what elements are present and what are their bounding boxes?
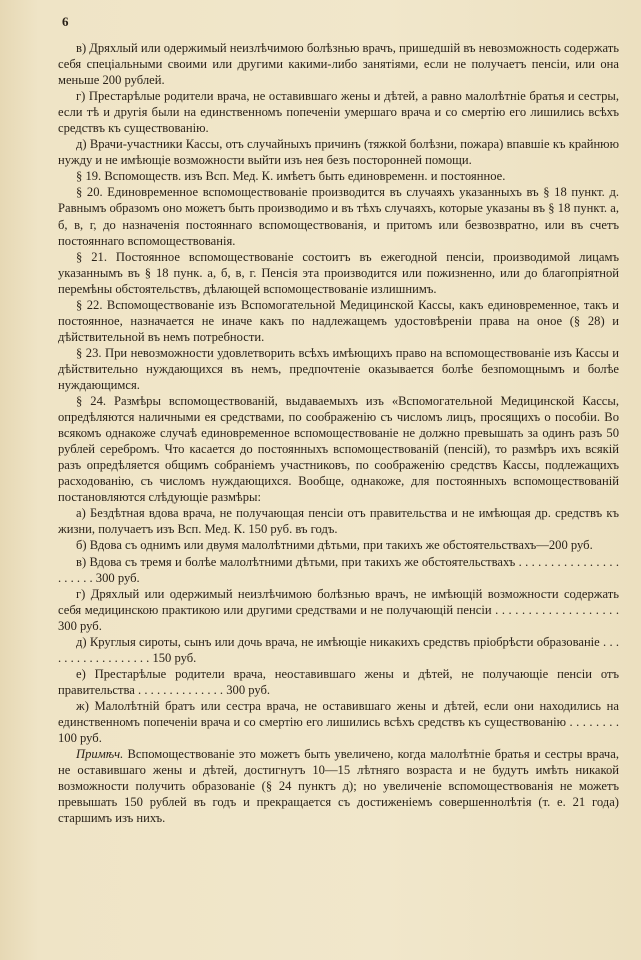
- rate-b: б) Вдова съ однимъ или двумя малолѣтними дѣтьми, при такихъ же обстоятельствахъ—200 руб.: [76, 538, 593, 553]
- rate-v: в) Вдова съ тремя и болѣе малолѣтними дѣтьми, при такихъ же обстоятельствахъ . . . . . . . . . . . . . . . . . . . . . . 300 руб.: [58, 554, 620, 585]
- rate-text: д) Круглыя сироты, сынъ или дочь врача, не имѣющіе никакихъ средствъ пріобрѣсти образованіе: [76, 634, 600, 649]
- paragraph-v: в) Дряхлый или одержимый неизлѣчимою болѣзнью врачъ, пришедшій въ невозможность содержать себя спеціальными своими или другими какими-либо занятіями, если не получаетъ пенсіи, или она меньше 200 рублей.: [58, 41, 619, 88]
- rate-g: г) Дряхлый или одержимый неизлѣчимою болѣзнью врачъ, не имѣющій возможности содержать себя медицинскою практикою или другими средствами и не получающій пенсіи . . . . . . . . . . . . . . . . . . . 300 руб.: [58, 586, 620, 633]
- rate-a: а) Бездѣтная вдова врача, не получающая пенсіи отъ правительства и не имѣющая др. средствъ къ жизни, получаетъ изъ Всп. Мед. К. 150 руб. въ годъ.: [58, 506, 619, 537]
- rate-text: в) Вдова съ тремя и болѣе малолѣтними дѣтьми, при такихъ же обстоятельствахъ: [76, 554, 516, 569]
- note-paragraph: [58, 746, 619, 826]
- paragraph-d: д) Врачи-участники Кассы, отъ случайныхъ причинъ (тяжкой болѣзни, пожара) впавшіе къ крайнюю нужду и не имѣющіе возможности выйти изъ нея безъ посторонней помощи.: [58, 137, 619, 168]
- rate-d: д) Круглыя сироты, сынъ или дочь врача, не имѣющіе никакихъ средствъ пріобрѣсти образованіе . . . . . . . . . . . . . . . . . . 150 руб.: [58, 634, 619, 665]
- paragraph-g: г) Престарѣлые родители врача, не оставившаго жены и дѣтей, а равно малолѣтніе братья и сестры, если тѣ и другія были на единственномъ попеченіи умершаго врача и со смертію его лишились всѣхъ средствъ къ существованію.: [58, 89, 619, 136]
- note-label: Примѣч.: [76, 747, 124, 762]
- rate-amount: 300 руб.: [226, 682, 271, 697]
- section-19: § 19. Вспомоществ. изъ Всп. Мед. К. имѣетъ быть единовременн. и постоянное.: [76, 169, 506, 184]
- rate-amount: 150 руб.: [152, 650, 197, 665]
- section-20: § 20. Единовременное вспомоществованіе производится въ случаяхъ указанныхъ въ § 18 пункт. д. Равнымъ образомъ оно можетъ быть производимо и въ тѣхъ случаяхъ, которые указаны въ § 18 пункт. а, б, в, г, до назначенія постояннаго вспомоществованія, и притомъ или безвозвратно, или въ счетъ постояннаго вспомоществованія.: [58, 185, 619, 248]
- rate-e: е) Престарѣлые родители врача, неоставившаго жены и дѣтей, не получающіе пенсіи отъ правительства . . . . . . . . . . . . . . 300 руб.: [58, 666, 619, 697]
- document-body: [58, 40, 619, 826]
- rate-text: е) Престарѣлые родители врача, неоставившаго жены и дѣтей, не получающіе пенсіи отъ правительства: [58, 666, 619, 697]
- section-24: § 24. Размѣры вспомоществованій, выдаваемыхъ изъ «Вспомогательной Медицинской Кассы, опредѣляются наличными ея средствами, по соображенію съ числомъ лицъ, просящихъ о пособіи. Во всякомъ однакоже случаѣ единовременное вспомоществованіе не должно превышать за одинъ разъ 50 рублей серебромъ. Что касается до постоянныхъ вспомоществованій (пенсій), то размѣръ ихъ всякій разъ опредѣляется общимъ собраніемъ участниковъ, по соображенію средствъ Кассы, подлежащихъ расходованію, съ числомъ нуждающихся. Вообще, однакоже, для постоянныхъ вспомоществованій постановляются слѣдующіе размѣры:: [58, 394, 619, 505]
- rate-zh: ж) Малолѣтній братъ или сестра врача, не оставившаго жены и дѣтей, если они находились на единственномъ попеченіи врача и со смертію его лишились всѣхъ средствъ къ существованію . . . . . . . . 100 руб.: [58, 698, 620, 746]
- rate-amount: 300 руб.: [58, 618, 102, 633]
- note-text: Вспомоществованіе это можетъ быть увеличено, когда малолѣтніе братья и сестры врача, не оставившаго жены и дѣтей, достигнутъ 10—15 лѣтняго возраста и не будутъ имѣть никакой возможности получить образованіе (§ 24 пунктъ д); но увеличеніе вспомоществованія не можетъ превышать 150 рублей въ годъ и прекращается съ достиженіемъ совершеннолѣтія (т. е. 21 года) старшимъ изъ нихъ.: [58, 747, 619, 826]
- rate-amount: 300 руб.: [95, 570, 140, 585]
- section-21: § 21. Постоянное вспомоществованіе состоитъ въ ежегодной пенсіи, производимой лицамъ указаннымъ въ § 18 пунк. а, б, в, г. Пенсія эта производится или пожизненно, или до благопріятной перемѣны обстоятельствъ, дѣлающей вспомоществованіе излишнимъ.: [58, 249, 619, 296]
- section-22: § 22. Вспомоществованіе изъ Вспомогательной Медицинской Кассы, какъ единовременное, такъ и постоянное, назначается не иначе какъ по надлежащемъ удостовѣреніи права на оное (§ 28) и дѣйствительной въ немъ потребности.: [58, 297, 619, 344]
- page-number: 6: [62, 14, 69, 29]
- section-23: § 23. При невозможности удовлетворить всѣхъ имѣющихъ право на вспомоществованіе изъ Кассы и дѣйствительно нуждающихся въ немъ, предпочтеніе оказывается болѣе безпомощнымъ и болѣе нуждающимся.: [58, 345, 619, 392]
- rate-text: г) Дряхлый или одержимый неизлѣчимою болѣзнью врачъ, не имѣющій возможности содержать себя медицинскою практикою или другими средствами и не получающій пенсіи: [58, 586, 619, 617]
- rate-text: ж) Малолѣтній братъ или сестра врача, не оставившаго жены и дѣтей, если они находились на единственномъ попеченіи врача и со смертію его лишились всѣхъ средствъ къ существованію: [58, 698, 619, 729]
- rate-amount: 100 руб.: [58, 731, 102, 746]
